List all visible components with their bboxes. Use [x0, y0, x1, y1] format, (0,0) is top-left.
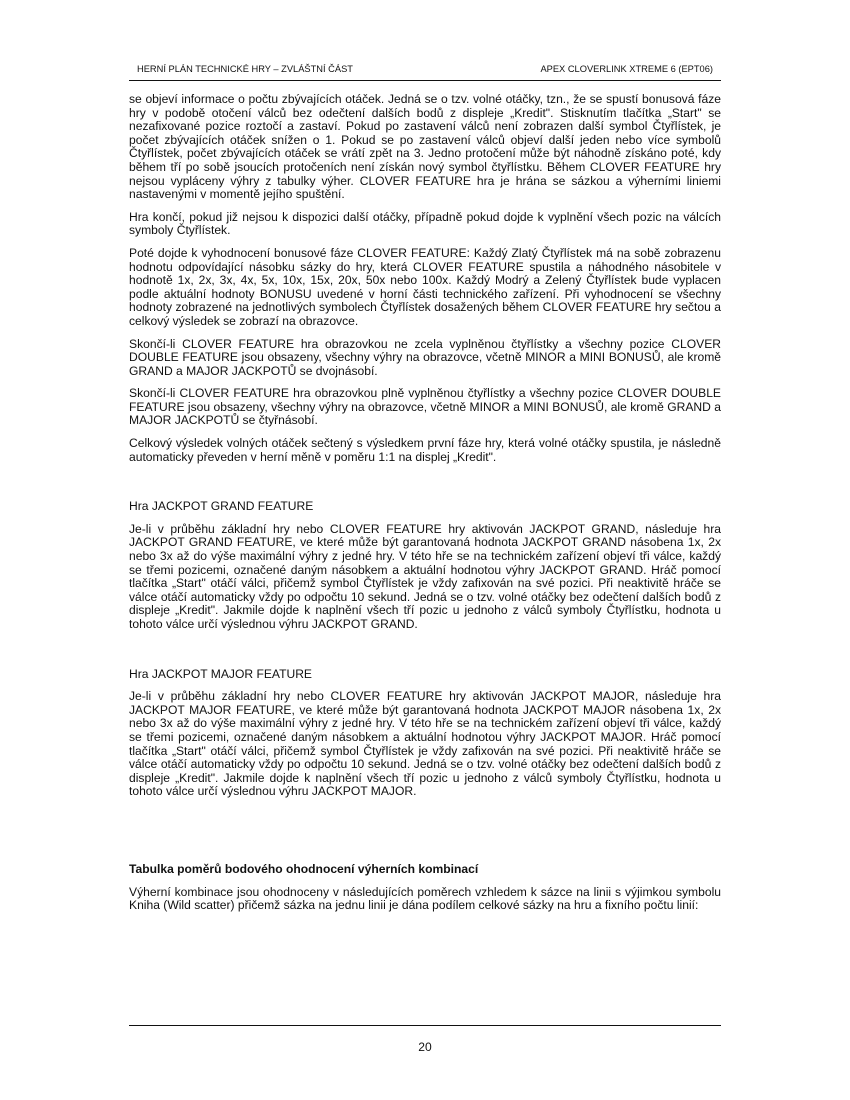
section-heading-major: Hra JACKPOT MAJOR FEATURE [129, 666, 312, 681]
paragraph: se objeví informace o počtu zbývajících otáček. Jedná se o tzv. volné otáčky, tzn., že se spustí bonusová fáze hry v podobě otočení válců bez odečtení dalších bodů z displeje „Kredit". Stisknutím tlačítka „Start" se nezafixované pozice roztočí a zastaví. Pokud po zastavení válců není zobrazen další symbol Čtyřlístek, je počet zbývajících otáček snížen o 1. Pokud se po zastavení válců objeví další jeden nebo více symbolů Čtyřlístek, počet zbývajících otáček se vrátí zpět na 3. Jedno protočení může být náhodně získáno poté, kdy během tří po sobě jsoucích protočeních není získán nový symbol čtyřlístku. Během CLOVER FEATURE hry nejsou vypláceny výhry z tabulky výher. CLOVER FEATURE hra je hrána se sázkou a výherními liniemi nastavenými v momentě jejího spuštění. [129, 92, 721, 202]
section-body-table: Výherní kombinace jsou ohodnoceny v následujících poměrech vzhledem k sázce na linii s výjimkou symbolu Kniha (Wild scatter) přičemž sázka na jednu linii je dána podílem celkové sázky na hru a fixního počtu linií: [129, 884, 721, 913]
header-divider [129, 80, 721, 81]
paragraph: Poté dojde k vyhodnocení bonusové fáze CLOVER FEATURE: Každý Zlatý Čtyřlístek má na sobě zobrazenu hodnotu odpovídající násobku sázky do hry, která CLOVER FEATURE spustila a náhodného násobitele v hodnotě 1x, 2x, 3x, 4x, 5x, 10x, 15x, 20x, 50x nebo 100x. Každý Modrý a Zelený Čtyřlístek bude vyplacen podle aktuální hodnoty BONUSU uvedené v horní části technického zařízení. Při vyhodnocení se všechny hodnoty zobrazené na jednotlivých symbolech Čtyřlístek dosažených během CLOVER FEATURE hry sečtou a celkový výsledek se zobrazí na obrazovce. [129, 245, 721, 328]
header-document-title: HERNÍ PLÁN TECHNICKÉ HRY – ZVLÁŠTNÍ ČÁST [137, 64, 353, 74]
page-header [129, 62, 721, 78]
section-heading-table: Tabulka poměrů bodového ohodnocení výherních kombinací [129, 861, 479, 876]
footer-divider [129, 1025, 721, 1026]
spacer [129, 641, 721, 668]
page-content [129, 93, 721, 922]
section-heading-grand: Hra JACKPOT GRAND FEATURE [129, 499, 314, 514]
spacer [129, 473, 721, 500]
section-body-major: Je-li v průběhu základní hry nebo CLOVER FEATURE hry aktivován JACKPOT MAJOR, následuje hra JACKPOT MAJOR FEATURE, ve které může být garantovaná hodnota JACKPOT MAJOR násobena 1x, 2x nebo 3x až do výše maximální výhry z jedné hry. V této hře se na technickém zařízení objeví tři válce, každý se třemi pozicemi, označené daným násobkem a aktuální hodnotou výhry JACKPOT MAJOR. Hráč pomocí tlačítka „Start" otáčí válci, přičemž symbol Čtyřlístek je vždy zafixován na své pozici. Při neaktivitě hráče se válce otáčí automaticky vždy po odpočtu 10 sekund. Jedná se o tzv. volné otáčky bez odečtení dalších bodů z displeje „Kredit". Jakmile dojde k naplnění všech tří pozic u jednoho z válců symboly Čtyřlístku, hodnota u tohoto válce určí výslednou výhru JACKPOT MAJOR. [129, 689, 721, 799]
paragraph: Hra končí, pokud již nejsou k dispozici další otáčky, případně pokud dojde k vyplnění všech pozic na válcích symboly Čtyřlístek. [129, 209, 721, 238]
paragraph: Celkový výsledek volných otáček sečtený s výsledkem první fáze hry, která volné otáčky spustila, je následně automaticky převeden v herní měně v poměru 1:1 na displej „Kredit". [129, 436, 721, 464]
section-body-grand: Je-li v průběhu základní hry nebo CLOVER FEATURE hry aktivován JACKPOT GRAND, následuje hra JACKPOT GRAND FEATURE, ve které může být garantovaná hodnota JACKPOT GRAND násobena 1x, 2x nebo 3x až do výše maximální výhry z jedné hry. V této hře se na technickém zařízení objeví tři válce, každý se třemi pozicemi, označené daným násobkem a aktuální hodnotou výhry JACKPOT GRAND. Hráč pomocí tlačítka „Start" otáčí válci, přičemž symbol Čtyřlístek je vždy zafixován na své pozici. Při neaktivitě hráče se válce otáčí automaticky vždy po odpočtu 10 sekund. Jedná se o tzv. volné otáčky bez odečtení dalších bodů z displeje „Kredit". Jakmile dojde k naplnění všech tří pozic u jednoho z válců symboly Čtyřlístku, hodnota u tohoto válce určí výslednou výhru JACKPOT GRAND. [129, 521, 721, 631]
paragraph: Skončí-li CLOVER FEATURE hra obrazovkou plně vyplněnou čtyřlístky a všechny pozice CLOVER DOUBLE FEATURE jsou obsazeny, všechny výhry na obrazovce, včetně MINOR a MINI BONUSŮ, ale kromě GRAND a MAJOR JACKPOTŮ se čtyřnásobí. [129, 386, 721, 428]
page-number: 20 [418, 1040, 432, 1054]
spacer [129, 808, 721, 863]
paragraph: Skončí-li CLOVER FEATURE hra obrazovkou ne zcela vyplněnou čtyřlístky a všechny pozice CLOVER DOUBLE FEATURE jsou obsazeny, všechny výhry na obrazovce, včetně MINOR a MINI BONUSŮ, ale kromě GRAND a MAJOR JACKPOTŮ se dvojnásobí. [129, 336, 721, 378]
header-game-name: APEX CLOVERLINK XTREME 6 (EPT06) [540, 64, 713, 74]
